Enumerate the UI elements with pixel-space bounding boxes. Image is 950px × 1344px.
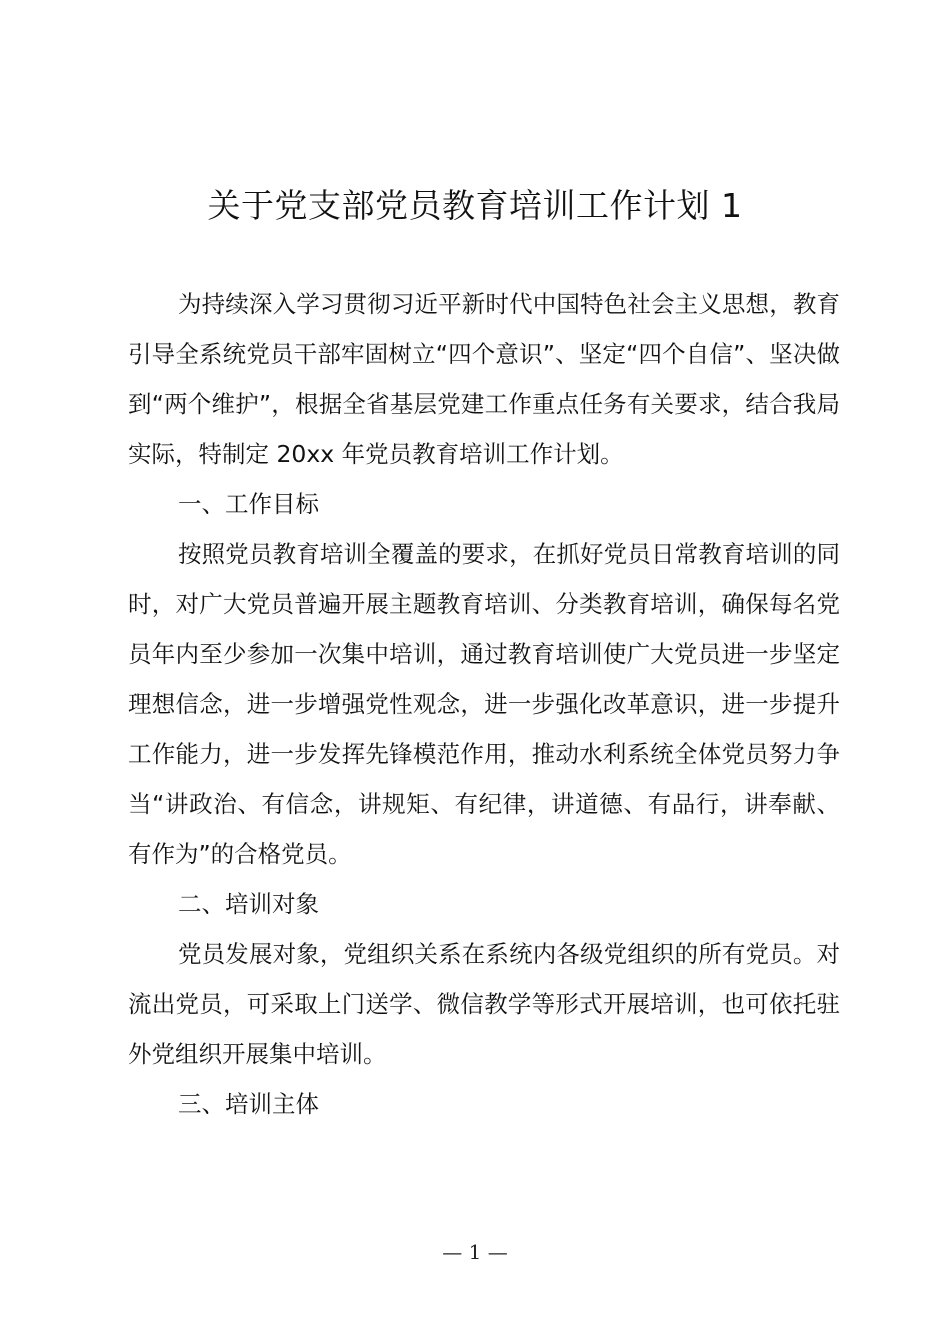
- document-title: 关于党支部党员教育培训工作计划 1: [207, 186, 743, 225]
- page-number: — 1 —: [442, 1240, 508, 1264]
- section-heading-audience: 二、培训对象: [178, 890, 319, 918]
- section-heading-goals: 一、工作目标: [178, 490, 319, 518]
- goals-paragraph: 按照党员教育培训全覆盖的要求，在抓好党员日常教育培训的同时，对广大党员普遍开展主题教育培训、分类教育培训，确保每名党员年内至少参加一次集中培训，通过教育培训使广大党员进一步坚定理想信念，进一步增强党性观念，进一步强化改革意识，进一步提升工作能力，进一步发挥先锋模范作用，推动水利系统全体党员努力争当“讲政治、有信念，讲规矩、有纪律，讲道德、有品行，讲奉献、有作为”的合格党员。: [128, 540, 840, 868]
- audience-paragraph: 党员发展对象，党组织关系在系统内各级党组织的所有党员。对流出党员，可采取上门送学、微信教学等形式开展培训，也可依托驻外党组织开展集中培训。: [128, 940, 840, 1068]
- intro-paragraph: 为持续深入学习贯彻习近平新时代中国特色社会主义思想，教育引导全系统党员干部牢固树立“四个意识”、坚定“四个自信”、坚决做到“两个维护”，根据全省基层党建工作重点任务有关要求，结合我局实际，特制定 20xx 年党员教育培训工作计划。: [128, 290, 840, 468]
- section-heading-trainers: 三、培训主体: [178, 1090, 319, 1118]
- document-body: [128, 279, 840, 1129]
